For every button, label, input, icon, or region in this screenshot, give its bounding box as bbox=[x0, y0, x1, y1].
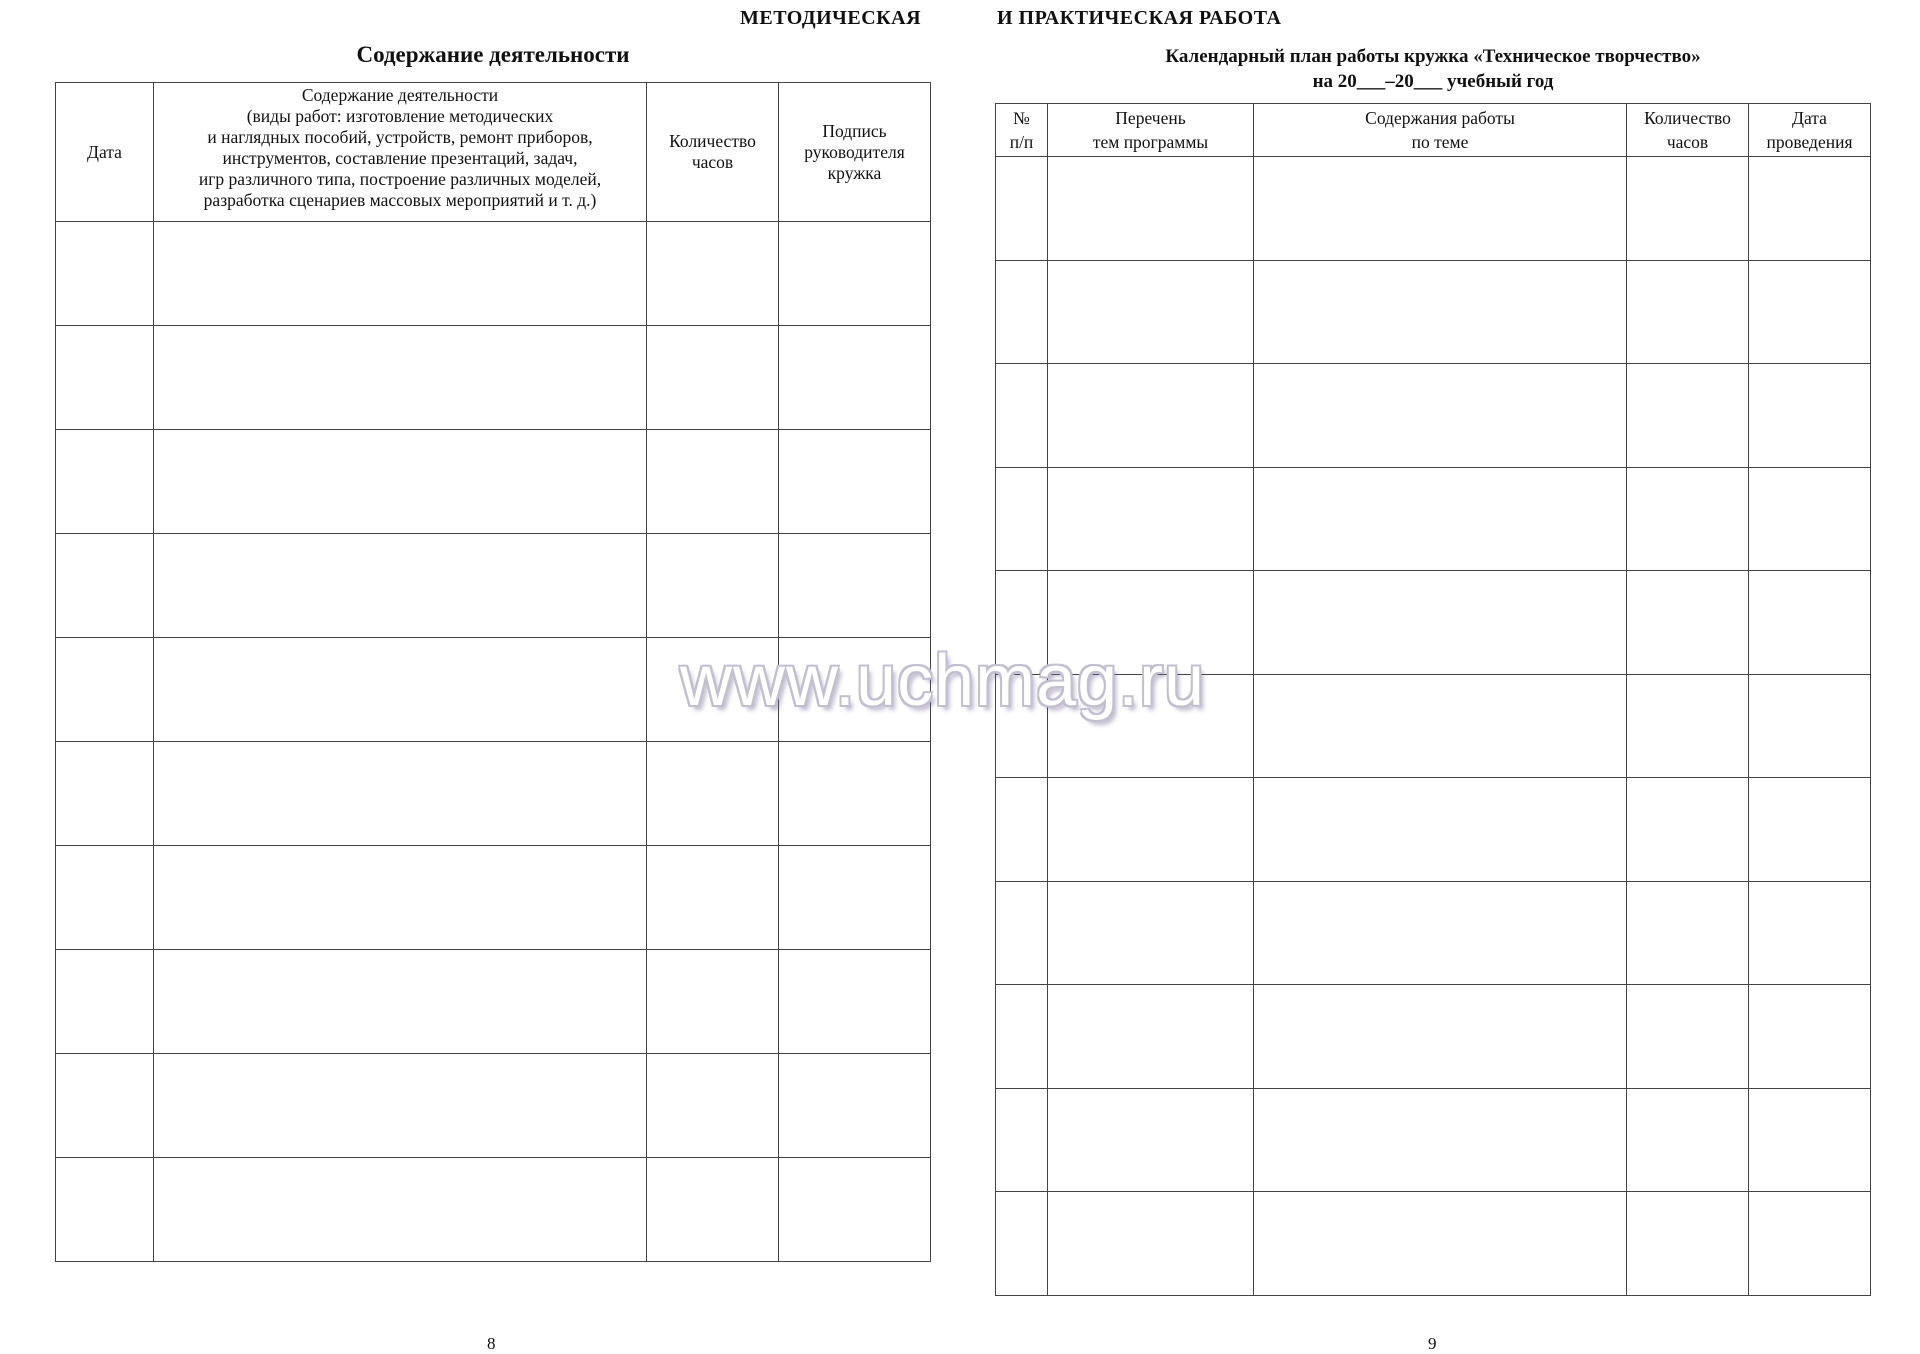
table-row bbox=[996, 260, 1871, 364]
table-cell bbox=[1254, 467, 1627, 571]
table-cell bbox=[779, 430, 931, 534]
table-cell bbox=[996, 364, 1048, 468]
table-cell bbox=[1627, 364, 1749, 468]
table-cell bbox=[56, 430, 154, 534]
table-cell bbox=[1048, 1192, 1254, 1296]
table-cell bbox=[1254, 778, 1627, 882]
table-cell bbox=[1749, 364, 1871, 468]
column-header-number: № п/п bbox=[996, 104, 1048, 157]
table-cell bbox=[1048, 778, 1254, 882]
table-cell bbox=[779, 222, 931, 326]
table-cell bbox=[1627, 157, 1749, 261]
table-cell bbox=[996, 778, 1048, 882]
right-page-title-line-1: Календарный план работы кружка «Техническое творчество» bbox=[1165, 46, 1701, 67]
table-cell bbox=[647, 534, 779, 638]
column-header-supervisor-signature: Подпись руководителя кружка bbox=[779, 83, 931, 222]
table-cell bbox=[779, 742, 931, 846]
table-cell bbox=[1749, 260, 1871, 364]
running-header-right: И ПРАКТИЧЕСКАЯ РАБОТА bbox=[997, 7, 1282, 29]
table-cell bbox=[996, 157, 1048, 261]
table-cell bbox=[647, 742, 779, 846]
table-cell bbox=[56, 846, 154, 950]
table-cell bbox=[56, 638, 154, 742]
watermark: www.uchmag.ru bbox=[680, 641, 1206, 721]
column-header-hours: Количество часов bbox=[1627, 104, 1749, 157]
table-cell bbox=[1254, 985, 1627, 1089]
column-header-hours: Количество часов bbox=[647, 83, 779, 222]
table-cell bbox=[1749, 1088, 1871, 1192]
table-cell bbox=[1627, 1192, 1749, 1296]
table-cell bbox=[1627, 778, 1749, 882]
table-cell bbox=[56, 950, 154, 1054]
table-cell bbox=[56, 326, 154, 430]
table-cell bbox=[1749, 985, 1871, 1089]
table-cell bbox=[56, 534, 154, 638]
table-cell bbox=[779, 1054, 931, 1158]
column-header-program-topics: Перечень тем программы bbox=[1048, 104, 1254, 157]
table-header-row bbox=[996, 104, 1871, 157]
table-cell bbox=[1749, 467, 1871, 571]
table-cell bbox=[1749, 1192, 1871, 1296]
table-cell bbox=[1627, 674, 1749, 778]
table-cell bbox=[1254, 1192, 1627, 1296]
table-cell bbox=[779, 326, 931, 430]
table-cell bbox=[56, 222, 154, 326]
table-row bbox=[56, 846, 931, 950]
column-header-activity-content: Содержание деятельности (виды работ: изготовление методических и наглядных пособий, устройств, ремонт приборов, инструментов, составление презентаций, задач, игр различного типа, построение различных моделей, разработка сценариев массовых мероприятий и т. д.) bbox=[154, 83, 647, 222]
table-cell bbox=[779, 950, 931, 1054]
table-cell bbox=[1254, 1088, 1627, 1192]
table-row bbox=[56, 534, 931, 638]
table-row bbox=[56, 430, 931, 534]
table-cell bbox=[1048, 157, 1254, 261]
table-cell bbox=[996, 1088, 1048, 1192]
table-cell bbox=[647, 950, 779, 1054]
table-cell bbox=[1627, 1088, 1749, 1192]
table-cell bbox=[1048, 1088, 1254, 1192]
table-cell bbox=[1048, 985, 1254, 1089]
table-cell bbox=[154, 846, 647, 950]
table-cell bbox=[779, 1158, 931, 1262]
table-cell bbox=[1749, 881, 1871, 985]
table-row bbox=[996, 1192, 1871, 1296]
table-cell bbox=[1254, 260, 1627, 364]
table-cell bbox=[56, 742, 154, 846]
table-cell bbox=[154, 430, 647, 534]
table-cell bbox=[154, 742, 647, 846]
table-cell bbox=[996, 260, 1048, 364]
table-cell bbox=[154, 638, 647, 742]
table-cell bbox=[154, 1158, 647, 1262]
table-cell bbox=[56, 1158, 154, 1262]
table-cell bbox=[1254, 157, 1627, 261]
table-cell bbox=[1048, 364, 1254, 468]
table-cell bbox=[996, 467, 1048, 571]
table-cell bbox=[1254, 364, 1627, 468]
table-cell bbox=[1254, 674, 1627, 778]
table-cell bbox=[154, 950, 647, 1054]
table-row bbox=[56, 1158, 931, 1262]
table-row bbox=[996, 1088, 1871, 1192]
table-cell bbox=[1048, 260, 1254, 364]
table-cell bbox=[1749, 571, 1871, 675]
table-row bbox=[56, 950, 931, 1054]
column-header-date-held: Дата проведения bbox=[1749, 104, 1871, 157]
table-row bbox=[996, 157, 1871, 261]
table-row bbox=[996, 778, 1871, 882]
table-cell bbox=[1627, 260, 1749, 364]
table-cell bbox=[154, 222, 647, 326]
column-header-work-content: Содержания работы по теме bbox=[1254, 104, 1627, 157]
table-cell bbox=[647, 222, 779, 326]
table-cell bbox=[1749, 157, 1871, 261]
table-row bbox=[996, 467, 1871, 571]
table-cell bbox=[1048, 467, 1254, 571]
table-row bbox=[996, 985, 1871, 1089]
right-page-title bbox=[995, 44, 1871, 94]
page-number-right: 9 bbox=[1428, 1334, 1437, 1353]
table-cell bbox=[1627, 985, 1749, 1089]
table-cell bbox=[154, 326, 647, 430]
table-cell bbox=[647, 1158, 779, 1262]
table-cell bbox=[779, 846, 931, 950]
table-cell bbox=[1048, 881, 1254, 985]
running-header-left: МЕТОДИЧЕСКАЯ bbox=[740, 7, 922, 29]
table-cell bbox=[996, 881, 1048, 985]
table-row bbox=[56, 222, 931, 326]
table-cell bbox=[647, 430, 779, 534]
table-row bbox=[56, 1054, 931, 1158]
column-header-date: Дата bbox=[56, 83, 154, 222]
page-number-left: 8 bbox=[487, 1334, 496, 1353]
table-cell bbox=[647, 326, 779, 430]
table-cell bbox=[647, 846, 779, 950]
table-cell bbox=[1254, 571, 1627, 675]
table-cell bbox=[154, 534, 647, 638]
table-cell bbox=[1749, 674, 1871, 778]
table-cell bbox=[996, 985, 1048, 1089]
table-cell bbox=[779, 534, 931, 638]
table-row bbox=[56, 326, 931, 430]
left-page-title: Содержание деятельности bbox=[356, 42, 630, 67]
table-cell bbox=[56, 1054, 154, 1158]
table-header-row bbox=[56, 83, 931, 222]
table-row bbox=[56, 742, 931, 846]
table-cell bbox=[647, 1054, 779, 1158]
table-cell bbox=[1627, 571, 1749, 675]
table-row bbox=[996, 881, 1871, 985]
table-row bbox=[996, 364, 1871, 468]
table-cell bbox=[1627, 881, 1749, 985]
table-cell bbox=[154, 1054, 647, 1158]
right-page-title-line-2: на 20___–20___ учебный год bbox=[1312, 71, 1554, 92]
table-cell bbox=[1749, 778, 1871, 882]
table-cell bbox=[1627, 467, 1749, 571]
table-cell bbox=[996, 1192, 1048, 1296]
table-cell bbox=[1254, 881, 1627, 985]
